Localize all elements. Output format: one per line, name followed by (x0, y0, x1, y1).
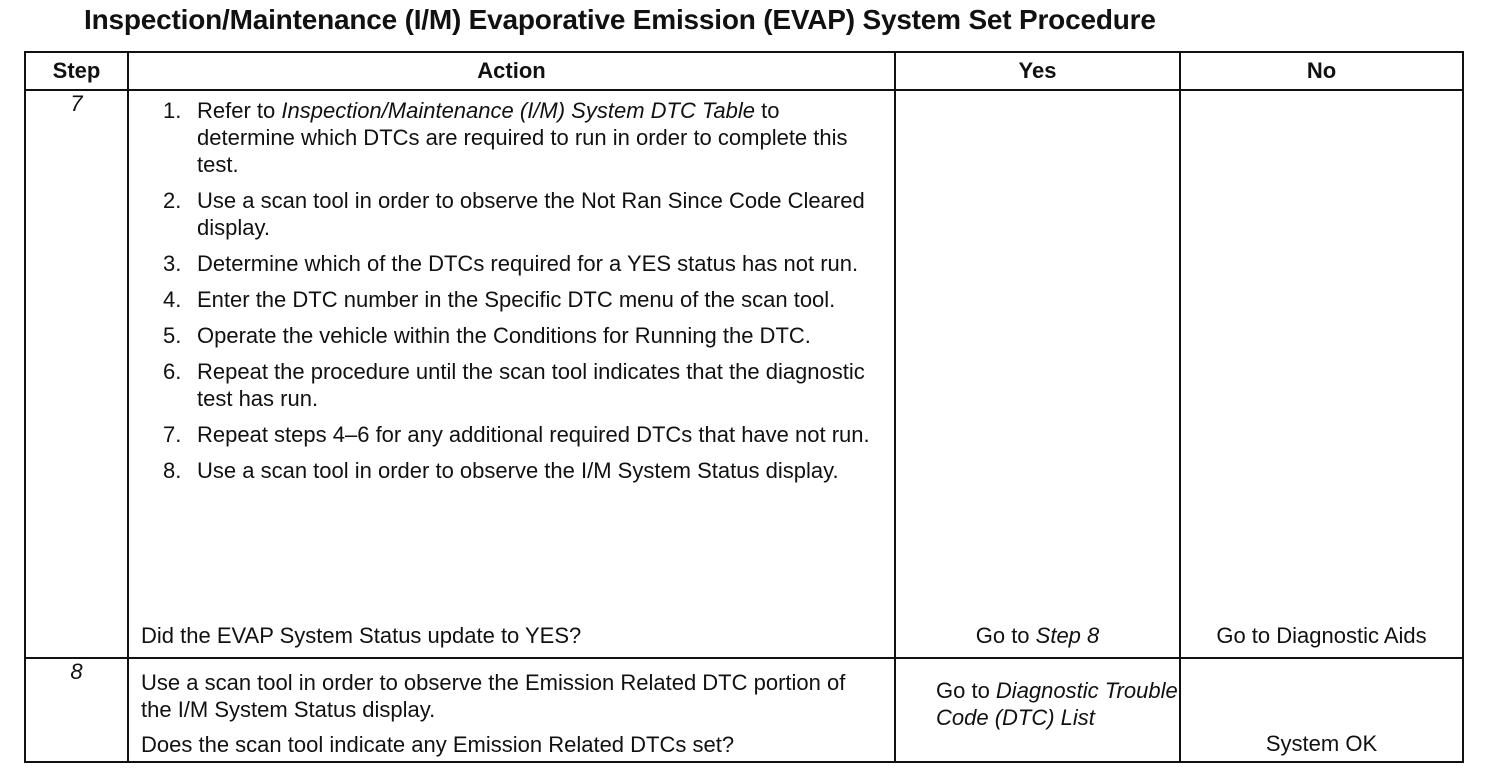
list-item (163, 250, 894, 277)
yes-result: Go to Step 8 (975, 623, 1100, 648)
list-item (163, 97, 894, 178)
page-title: Inspection/Maintenance (I/M) Evaporative Emission (EVAP) System Set Procedure (84, 4, 1156, 35)
list-item (163, 421, 894, 448)
list-item-number: 6. (163, 359, 182, 384)
list-item-text: Operate the vehicle within the Conditions for Running the DTC. (197, 323, 811, 348)
list-item (163, 322, 894, 349)
go-to-step-link[interactable]: Step 8 (1035, 623, 1100, 648)
step-number: 8 (25, 658, 128, 762)
header-action: Action (128, 52, 895, 90)
list-item-text: Repeat the procedure until the scan tool indicates that the diagnostic test has run. (197, 359, 865, 411)
table-header-row (25, 52, 1463, 90)
header-step: Step (25, 52, 128, 90)
dtc-list-link[interactable]: Diagnostic Trouble Code (DTC) List (936, 678, 1178, 730)
list-item (163, 187, 894, 241)
action-cell (128, 90, 895, 658)
list-item (163, 457, 894, 484)
list-item-text: Use a scan tool in order to observe the I/M System Status display. (197, 458, 839, 483)
no-cell (1180, 658, 1463, 762)
header-yes: Yes (895, 52, 1180, 90)
yes-cell (895, 90, 1180, 658)
list-item-text: Use a scan tool in order to observe the Not Ran Since Code Cleared display. (197, 188, 865, 240)
step-question: Does the scan tool indicate any Emission Related DTCs set? (141, 732, 735, 757)
no-cell (1180, 90, 1463, 658)
list-item-number: 1. (163, 98, 182, 123)
list-item (163, 358, 894, 412)
action-steps-list (129, 91, 894, 484)
list-item-number: 3. (163, 251, 182, 276)
list-item-number: 7. (163, 422, 182, 447)
list-item-number: 8. (163, 458, 182, 483)
list-item-text: Refer to Inspection/Maintenance (I/M) System DTC Table to determine which DTCs are required to run in order to complete this test. (197, 98, 848, 177)
no-result: System OK (1265, 731, 1378, 756)
list-item (163, 286, 894, 313)
list-item-number: 2. (163, 188, 182, 213)
no-result: Go to Diagnostic Aids (1216, 623, 1427, 648)
list-item-number: 5. (163, 323, 182, 348)
table-row (25, 658, 1463, 762)
list-item-number: 4. (163, 287, 182, 312)
list-item-text: Repeat steps 4–6 for any additional required DTCs that have not run. (197, 422, 870, 447)
list-item-text: Determine which of the DTCs required for a YES status has not run. (197, 251, 859, 276)
header-no: No (1180, 52, 1463, 90)
step-question: Did the EVAP System Status update to YES? (141, 623, 582, 648)
yes-result: Go to Diagnostic Trouble Code (DTC) List (936, 678, 1178, 730)
list-item-text: Enter the DTC number in the Specific DTC menu of the scan tool. (197, 287, 836, 312)
table-row (25, 90, 1463, 658)
step-number: 7 (25, 90, 128, 658)
table-reference-link[interactable]: Inspection/Maintenance (I/M) System DTC Table (281, 98, 755, 123)
procedure-table (24, 51, 1464, 763)
yes-cell (895, 658, 1180, 762)
action-text: Use a scan tool in order to observe the Emission Related DTC portion of the I/M System Status display. (141, 670, 846, 722)
action-cell (128, 658, 895, 762)
